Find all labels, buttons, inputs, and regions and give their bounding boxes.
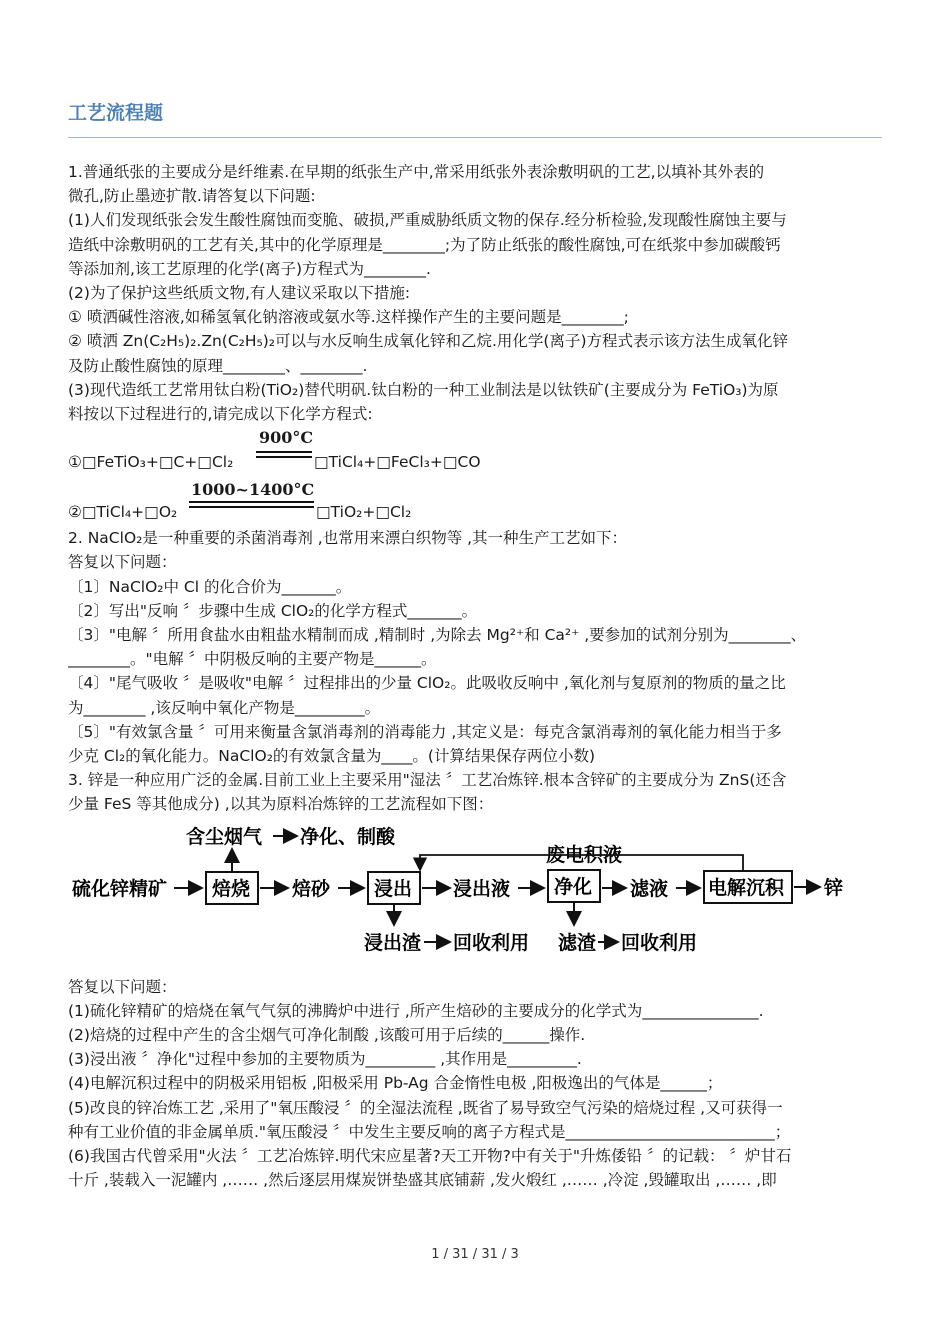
q3-line: (3)浸出液 〞净化"过程中参加的主要物质为_________ ,其作用是_________. xyxy=(68,1050,582,1069)
q2-line: 答复以下问题： xyxy=(68,553,177,572)
q3-intro-line: 少量 FeS 等其他成分) ,以其为原料冶炼锌的工艺流程如下图： xyxy=(68,795,494,814)
section-title: 工艺流程题 xyxy=(68,102,164,124)
flow-waste-liquid: 废电积液 xyxy=(546,843,623,866)
title-divider xyxy=(68,137,882,138)
flow-leachate: 浸出液 xyxy=(453,877,511,900)
q1-line: (1)人们发现纸张会发生酸性腐蚀而变脆、破损,严重威胁纸质文物的保存.经分析检验,发现酸性腐蚀主要与 xyxy=(68,211,787,230)
flow-zinc: 锌 xyxy=(824,876,844,899)
question-2 xyxy=(68,526,888,768)
equation-1-left: ①□FeTiO₃+□C+□Cl₂ xyxy=(68,453,234,472)
q1-line: (2)为了保护这些纸质文物,有人建议采取以下措施: xyxy=(68,284,411,303)
flow-recycle-2: 回收利用 xyxy=(621,931,698,954)
q2-line: 〔1〕NaClO₂中 Cl 的化合价为_______。 xyxy=(68,577,352,596)
flow-ore: 硫化锌精矿 xyxy=(72,877,168,900)
equation-2-right: □TiO₂+□Cl₂ xyxy=(316,503,412,522)
q3-line: (6)我国古代曾采用"火法 〞工艺冶炼锌.明代宋应星著?天工开物?中有关于"升炼倭铅 〞的记载： 〞炉甘石 xyxy=(68,1147,792,1166)
q2-line: 2. NaClO₂是一种重要的杀菌消毒剂 ,也常用来漂白织物等 ,其一种生产工艺如下： xyxy=(68,529,628,548)
q3-intro-line: 3. 锌是一种应用广泛的金属.目前工业上主要采用"湿法 〞工艺冶炼锌.根本含锌矿的主要成分为 ZnS(还含 xyxy=(68,771,787,790)
flow-purify: 净化 xyxy=(554,875,593,898)
q3-line: 种有工业价值的非金属单质."氧压酸浸 〞中发生主要反响的离子方程式是___________________________； xyxy=(68,1122,791,1141)
flow-leach-residue: 浸出渣 xyxy=(364,931,422,954)
question-1 xyxy=(68,160,888,526)
flowchart-svg xyxy=(68,821,878,971)
q1-line: (3)现代造纸工艺常用钛白粉(TiO₂)替代明矾.钛白粉的一种工业制法是以钛铁矿(主要成分为 FeTiO₃)为原 xyxy=(68,380,779,399)
q1-line: 及防止酸性腐蚀的原理________、________. xyxy=(68,356,368,375)
q3-line: (1)硫化锌精矿的焙烧在氧气气氛的沸腾炉中进行 ,所产生焙砂的主要成分的化学式为_______________. xyxy=(68,1001,764,1020)
equation-1-bar-top xyxy=(256,451,312,453)
q2-line: 〔4〕"尾气吸收 〞是吸收"电解 〞过程排出的少量 ClO₂。此吸收反响中 ,氧化剂与复原剂的物质的量之比 xyxy=(68,674,786,693)
q2-line: 少克 Cl₂的氧化能力。NaClO₂的有效氯含量为____。(计算结果保存两位小数) xyxy=(68,747,596,766)
equation-2-bar-top xyxy=(189,501,314,503)
q3-line: (4)电解沉积过程中的阴极采用铝板 ,阳极采用 Pb-Ag 合金惰性电极 ,阳极逸出的气体是______； xyxy=(68,1074,723,1093)
equation-2 xyxy=(68,476,888,526)
q1-line: 微孔,防止墨迹扩散.请答复以下问题: xyxy=(68,187,316,206)
q3-line: 答复以下问题： xyxy=(68,977,177,996)
flow-purify-acid: 净化、制酸 xyxy=(300,825,396,848)
flow-filter-residue: 滤渣 xyxy=(558,931,597,954)
flow-roast: 焙烧 xyxy=(212,877,251,900)
equation-1-right: □TiCl₄+□FeCl₃+□CO xyxy=(314,453,481,472)
q3-line: (2)焙烧的过程中产生的含尘烟气可净化制酸 ,该酸可用于后续的______操作. xyxy=(68,1026,586,1045)
flow-electro: 电解沉积 xyxy=(708,876,785,899)
question-3 xyxy=(68,768,888,1192)
equation-1-condition: 900°C xyxy=(259,428,314,448)
q2-line: 〔5〕"有效氯含量 〞可用来衡量含氯消毒剂的消毒能力 ,其定义是：每克含氯消毒剂的氧化能力相当于多 xyxy=(68,722,782,741)
flow-dust-gas: 含尘烟气 xyxy=(186,825,263,848)
document-body xyxy=(68,160,888,1193)
zinc-process-flowchart xyxy=(68,821,888,971)
q1-line: 料按以下过程进行的,请完成以下化学方程式: xyxy=(68,405,373,424)
q1-line: 造纸中涂敷明矾的工艺有关,其中的化学原理是________;为了防止纸张的酸性腐蚀,可在纸浆中参加碳酸钙 xyxy=(68,235,781,254)
q1-line: 1.普通纸张的主要成分是纤维素.在早期的纸张生产中,常采用纸张外表涂敷明矾的工艺,以填补其外表的 xyxy=(68,163,765,181)
q2-line: ________。"电解 〞中阴极反响的主要产物是______。 xyxy=(68,650,437,669)
flow-leach: 浸出 xyxy=(374,877,413,900)
q3-line: (5)改良的锌冶炼工艺 ,采用了"氧压酸浸 〞的全湿法流程 ,既省了易导致空气污染的焙烧过程 ,又可获得一 xyxy=(68,1098,783,1117)
q2-line: 为________ ,该反响中氧化产物是_________。 xyxy=(68,698,381,717)
q1-line: ① 喷洒碱性溶液,如稀氢氧化钠溶液或氨水等.这样操作产生的主要问题是________; xyxy=(68,308,629,327)
equation-1-bar-bottom xyxy=(256,456,312,458)
equation-2-condition: 1000~1400°C xyxy=(191,480,315,500)
flow-calcine: 焙砂 xyxy=(292,877,331,900)
page-number: 1 / 31 / 31 / 3 xyxy=(431,1247,519,1262)
q1-line: ② 喷洒 Zn(C₂H₅)₂.Zn(C₂H₅)₂可以与水反响生成氧化锌和乙烷.用化学(离子)方程式表示该方法生成氧化锌 xyxy=(68,332,789,351)
equation-1 xyxy=(68,426,888,476)
equation-2-bar-bottom xyxy=(189,506,314,508)
q2-line: 〔2〕写出"反响 〞步骤中生成 ClO₂的化学方程式_______。 xyxy=(68,601,478,620)
flow-filtrate: 滤液 xyxy=(630,877,669,900)
flow-recycle-1: 回收利用 xyxy=(453,931,530,954)
q2-line: 〔3〕"电解 〞所用食盐水由粗盐水精制而成 ,精制时 ,为除去 Mg²⁺和 Ca²⁺ ,要参加的试剂分别为________、 xyxy=(68,626,807,645)
q3-line: 十斤 ,装载入一泥罐内 ,…… ,然后逐层用煤炭饼垫盛其底铺薪 ,发火煅红 ,…… ,冷淀 ,毁罐取出 ,…… ,即 xyxy=(68,1171,777,1190)
q1-line: 等添加剂,该工艺原理的化学(离子)方程式为________. xyxy=(68,259,431,278)
equation-2-left: ②□TiCl₄+□O₂ xyxy=(68,503,178,522)
